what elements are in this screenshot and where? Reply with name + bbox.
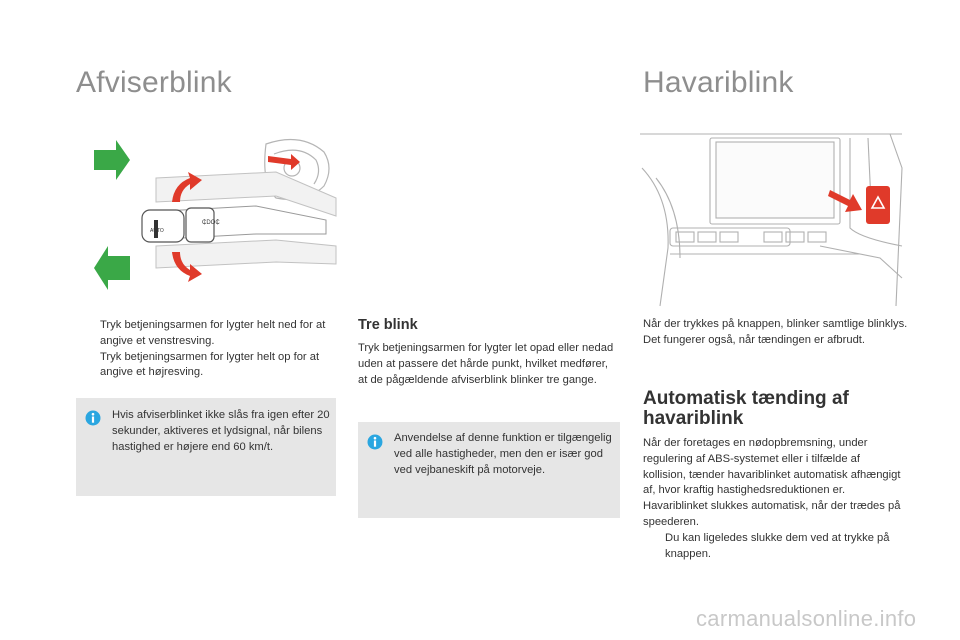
info-box-middle (358, 422, 620, 518)
auto-paragraph-2: Havariblinket slukkes automatisk, når der trædes på speederen. (643, 500, 901, 528)
page-title-havariblink: Havariblink (643, 66, 794, 99)
stalk-lights-symbol: ₵DO₵ (202, 220, 220, 226)
info-text: Anvendelse af denne funktion er tilgængelig ved alle hastigheder, men den er især god ved vejbaneskift på motorveje. (394, 432, 612, 476)
stalk-auto-label: AUTO (150, 228, 164, 234)
section-title-tre-blink: Tre blink (358, 317, 418, 333)
left-bullet-list (76, 318, 338, 381)
bullet-text: Tryk betjeningsarmen for lygter helt ned for at angive et venstresving. (100, 319, 326, 347)
info-box-left (76, 398, 336, 496)
hazard-button-illustration (640, 128, 906, 308)
list-item (76, 350, 338, 382)
list-item (643, 531, 903, 563)
page-title-afviserblink: Afviserblink (76, 66, 232, 99)
auto-paragraph-1: Når der foretages en nødopbremsning, under regulering af ABS-systemet eller i tilfælde af kollision, tænder havariblinket automatisk afhængigt af, hvor kraftig hastighedsreduktionen er. (643, 437, 901, 497)
tre-blink-text: Tryk betjeningsarmen for lygter let opad eller nedad uden at passere det hårde punkt, hvilket medfører, at de pågældende afviserblink blinker tre gange. (358, 342, 614, 386)
bullet-text: Tryk betjeningsarmen for lygter helt op for at angive et højresving. (100, 350, 320, 379)
green-arrow-right-icon (94, 140, 130, 180)
intro-line-2: Det fungerer også, når tændingen er afbrudt. (643, 333, 866, 346)
list-item (76, 318, 338, 350)
section-title-automatisk: Automatisk tænding af havariblink (643, 388, 849, 429)
hazard-button (866, 186, 890, 224)
bullet-text: Du kan ligeledes slukke dem ved at trykke på knappen. (665, 531, 890, 560)
turn-signal-stalk-illustration (86, 128, 338, 306)
info-text: Hvis afviserblinket ikke slås fra igen efter 20 sekunder, aktiveres et lydsignal, når bilens hastighed er højere end 60 km/t. (112, 409, 330, 453)
info-icon (85, 410, 101, 426)
havariblink-intro (643, 317, 913, 349)
intro-line-1: Når der trykkes på knappen, blinker samtlige blinklys. (643, 318, 908, 330)
automatisk-text (643, 436, 903, 562)
watermark: carmanualsonline.info (696, 606, 917, 631)
info-icon (367, 434, 383, 450)
green-arrow-left-icon (94, 246, 130, 290)
